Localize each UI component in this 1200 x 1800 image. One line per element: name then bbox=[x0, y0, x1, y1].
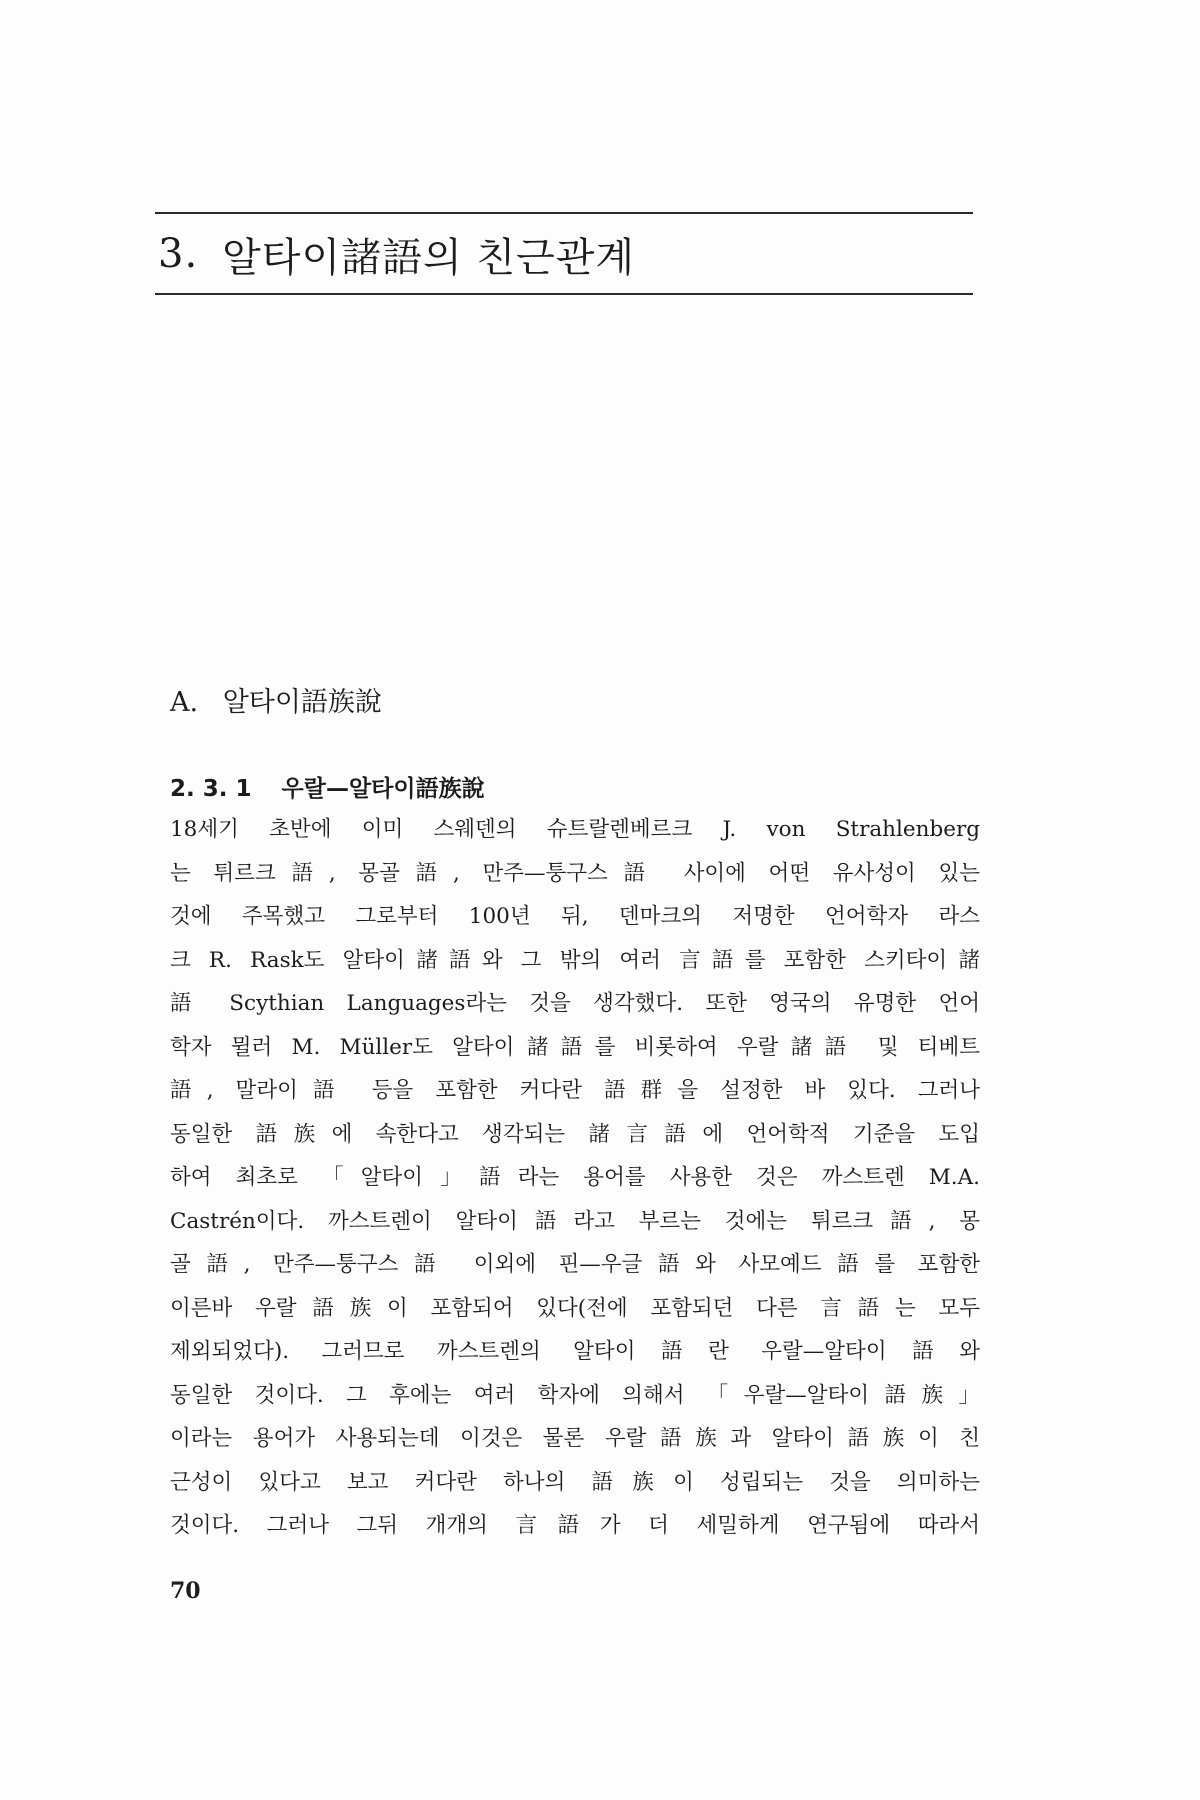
body-line: 것에 주목했고 그로부터 100년 뒤, 덴마크의 저명한 언어학자 라스 bbox=[170, 904, 980, 929]
body-line: 학자 뮐러 M. Müller도 알타이諸語를 비롯하여 우랄諸語 및 티베트 bbox=[170, 1034, 980, 1060]
body-line: 크 R. Rask도 알타이諸語와 그 밖의 여러 言語를 포함한 스키타이諸 bbox=[170, 947, 980, 973]
body-line: 것이다. 그러나 그뒤 개개의 言語가 더 세밀하게 연구됨에 따라서 bbox=[170, 1513, 980, 1538]
body-line: 이른바 우랄語族이 포함되어 있다(전에 포함되던 다른 言語는 모두 bbox=[170, 1295, 980, 1321]
body-line: 이라는 용어가 사용되는데 이것은 물론 우랄語族과 알타이語族이 친 bbox=[170, 1426, 980, 1451]
chapter-title bbox=[158, 222, 635, 286]
page-number: 70 bbox=[170, 1578, 201, 1604]
body-line: 語 Scythian Languages라는 것을 생각했다. 또한 영국의 유명한 언어 bbox=[170, 991, 980, 1016]
body-line: 골語, 만주—퉁구스語 이외에 핀—우글語와 사모예드語를 포함한 bbox=[170, 1252, 980, 1277]
chapter-bottom-rule bbox=[155, 293, 973, 295]
subsection-number: 2. 3. 1 bbox=[170, 776, 252, 802]
body-line: 18세기 초반에 이미 스웨덴의 슈트랄렌베르크 J. von Strahlenberg bbox=[170, 817, 980, 842]
body-paragraph bbox=[170, 808, 980, 1548]
body-line: 제외되었다). 그러므로 까스트렌의 알타이語란 우랄—알타이語와 bbox=[170, 1339, 980, 1364]
subsection-title: 우랄—알타이語族說 bbox=[281, 776, 485, 802]
body-line: 語, 말라이語 등을 포함한 커다란 語群을 설정한 바 있다. 그러나 bbox=[170, 1078, 980, 1103]
body-line: 는 튀르크語, 몽골語, 만주—퉁구스語 사이에 어떤 유사성이 있는 bbox=[170, 860, 980, 886]
body-line: 동일한 語族에 속한다고 생각되는 諸言語에 언어학적 기준을 도입 bbox=[170, 1121, 980, 1147]
section-title: 알타이語族說 bbox=[222, 687, 382, 718]
chapter-top-rule bbox=[155, 212, 973, 214]
body-line: 동일한 것이다. 그 후에는 여러 학자에 의해서 「우랄—알타이語族」 bbox=[170, 1382, 980, 1408]
subsection-heading bbox=[170, 770, 485, 803]
section-letter: A. bbox=[170, 687, 199, 718]
chapter-number: 3. bbox=[158, 231, 199, 277]
section-heading bbox=[170, 680, 382, 719]
body-line: 하여 최초로 「알타이」語라는 용어를 사용한 것은 까스트렌 M.A. bbox=[170, 1165, 980, 1190]
body-line: 근성이 있다고 보고 커다란 하나의 語族이 성립되는 것을 의미하는 bbox=[170, 1469, 980, 1495]
body-line: Castrén이다. 까스트렌이 알타이語라고 부르는 것에는 튀르크語, 몽 bbox=[170, 1208, 980, 1234]
chapter-title-text: 알타이諸語의 친근관계 bbox=[222, 234, 636, 281]
